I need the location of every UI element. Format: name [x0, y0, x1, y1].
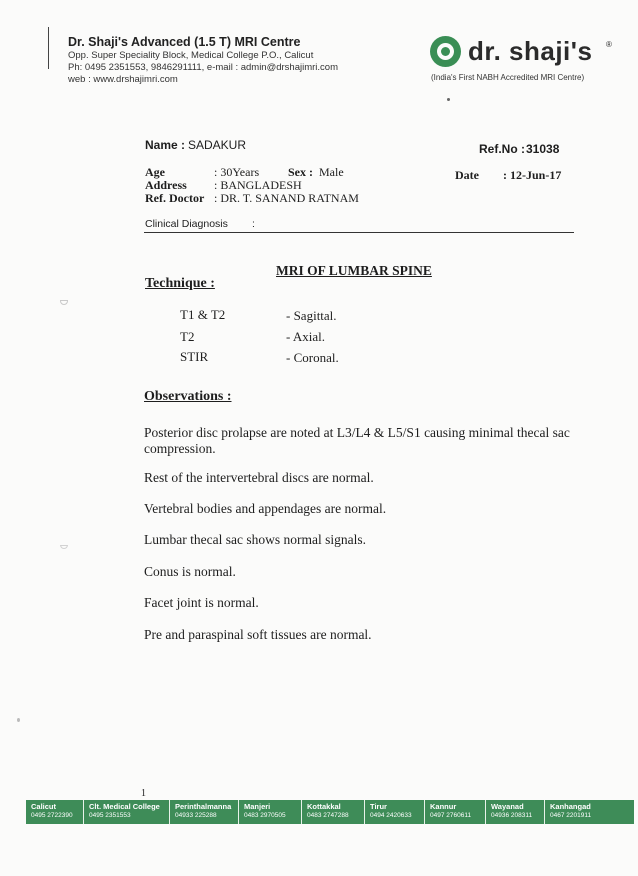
observation-item: Lumbar thecal sac shows normal signals. [144, 532, 366, 547]
ref-label: Ref.No : [479, 142, 525, 156]
header-divider [48, 27, 49, 69]
center-contact: Ph: 0495 2351553, 9846291111, e-mail : admin@drshajimri.com [68, 62, 338, 73]
clinical-diagnosis-separator: : [252, 218, 255, 230]
technique-plane: - Axial. [286, 329, 325, 344]
center-web: web : www.drshajimri.com [68, 74, 178, 85]
ref-number: 31038 [526, 142, 560, 156]
scan-speck [447, 98, 450, 101]
center-name: Dr. Shaji's Advanced (1.5 T) MRI Centre [68, 35, 301, 49]
report-date: : 12-Jun-17 [503, 168, 562, 182]
info-divider [144, 232, 574, 233]
observation-item: Conus is normal. [144, 564, 236, 579]
brand-logo [430, 36, 592, 67]
name-label: Name : [145, 138, 186, 152]
observation-item: Posterior disc prolapse are noted at L3/L4 & L5/S1 causing minimal thecal sac compression. [144, 425, 570, 456]
scan-speck [17, 718, 20, 722]
technique-plane: - Coronal. [286, 350, 339, 365]
doctor-label: Ref. Doctor [145, 191, 205, 205]
branch-cell: Clt. Medical College 0495 2351553 [84, 800, 170, 824]
patient-sex: Male [319, 165, 344, 179]
observation-item: Facet joint is normal. [144, 595, 259, 610]
sex-label: Sex : [288, 165, 313, 179]
branch-cell: Kottakkal 0483 2747288 [302, 800, 365, 824]
scan-speck [60, 300, 68, 305]
observations-heading: Observations : [144, 389, 232, 404]
logo-tagline: (India's First NABH Accredited MRI Centre) [431, 73, 585, 82]
report-title: MRI OF LUMBAR SPINE [276, 263, 432, 278]
observation-item: Rest of the intervertebral discs are normal. [144, 470, 374, 485]
registered-mark: ® [606, 40, 612, 49]
observation-item: Vertebral bodies and appendages are normal. [144, 501, 387, 516]
patient-address: : BANGLADESH [214, 178, 302, 192]
branch-cell: Perinthalmanna 04933 225288 [170, 800, 239, 824]
patient-name: SADAKUR [188, 138, 247, 152]
center-address: Opp. Super Speciality Block, Medical College P.O., Calicut [68, 50, 314, 61]
branch-cell: Kanhangad 0467 2201911 [550, 802, 592, 819]
technique-sequence: T2 [180, 329, 195, 344]
branch-cell: Kannur 0497 2760611 [425, 800, 486, 824]
date-label: Date [455, 168, 479, 182]
age-label: Age [145, 165, 165, 179]
branch-cell: Manjeri 0483 2970505 [239, 800, 302, 824]
scan-speck [60, 545, 68, 549]
branch-cell: Tirur 0494 2420633 [365, 800, 425, 824]
logo-text: dr. shaji's [468, 36, 593, 66]
technique-heading: Technique : [145, 276, 215, 291]
clinical-diagnosis-label: Clinical Diagnosis [145, 218, 228, 230]
branch-footer [26, 800, 634, 824]
technique-sequence: T1 & T2 [180, 307, 226, 322]
technique-sequence: STIR [180, 349, 209, 364]
technique-plane: - Sagittal. [286, 308, 337, 323]
patient-age: : 30Years [214, 165, 260, 179]
brand-circle-icon [430, 36, 461, 67]
branch-cell: Calicut 0495 2722390 [26, 800, 84, 824]
page-number: 1 [141, 788, 146, 799]
address-label: Address [145, 178, 187, 192]
referring-doctor: : DR. T. SANAND RATNAM [214, 191, 359, 205]
observation-item: Pre and paraspinal soft tissues are normal. [144, 627, 372, 642]
branch-cell: Wayanad 04936 208311 [486, 800, 545, 824]
